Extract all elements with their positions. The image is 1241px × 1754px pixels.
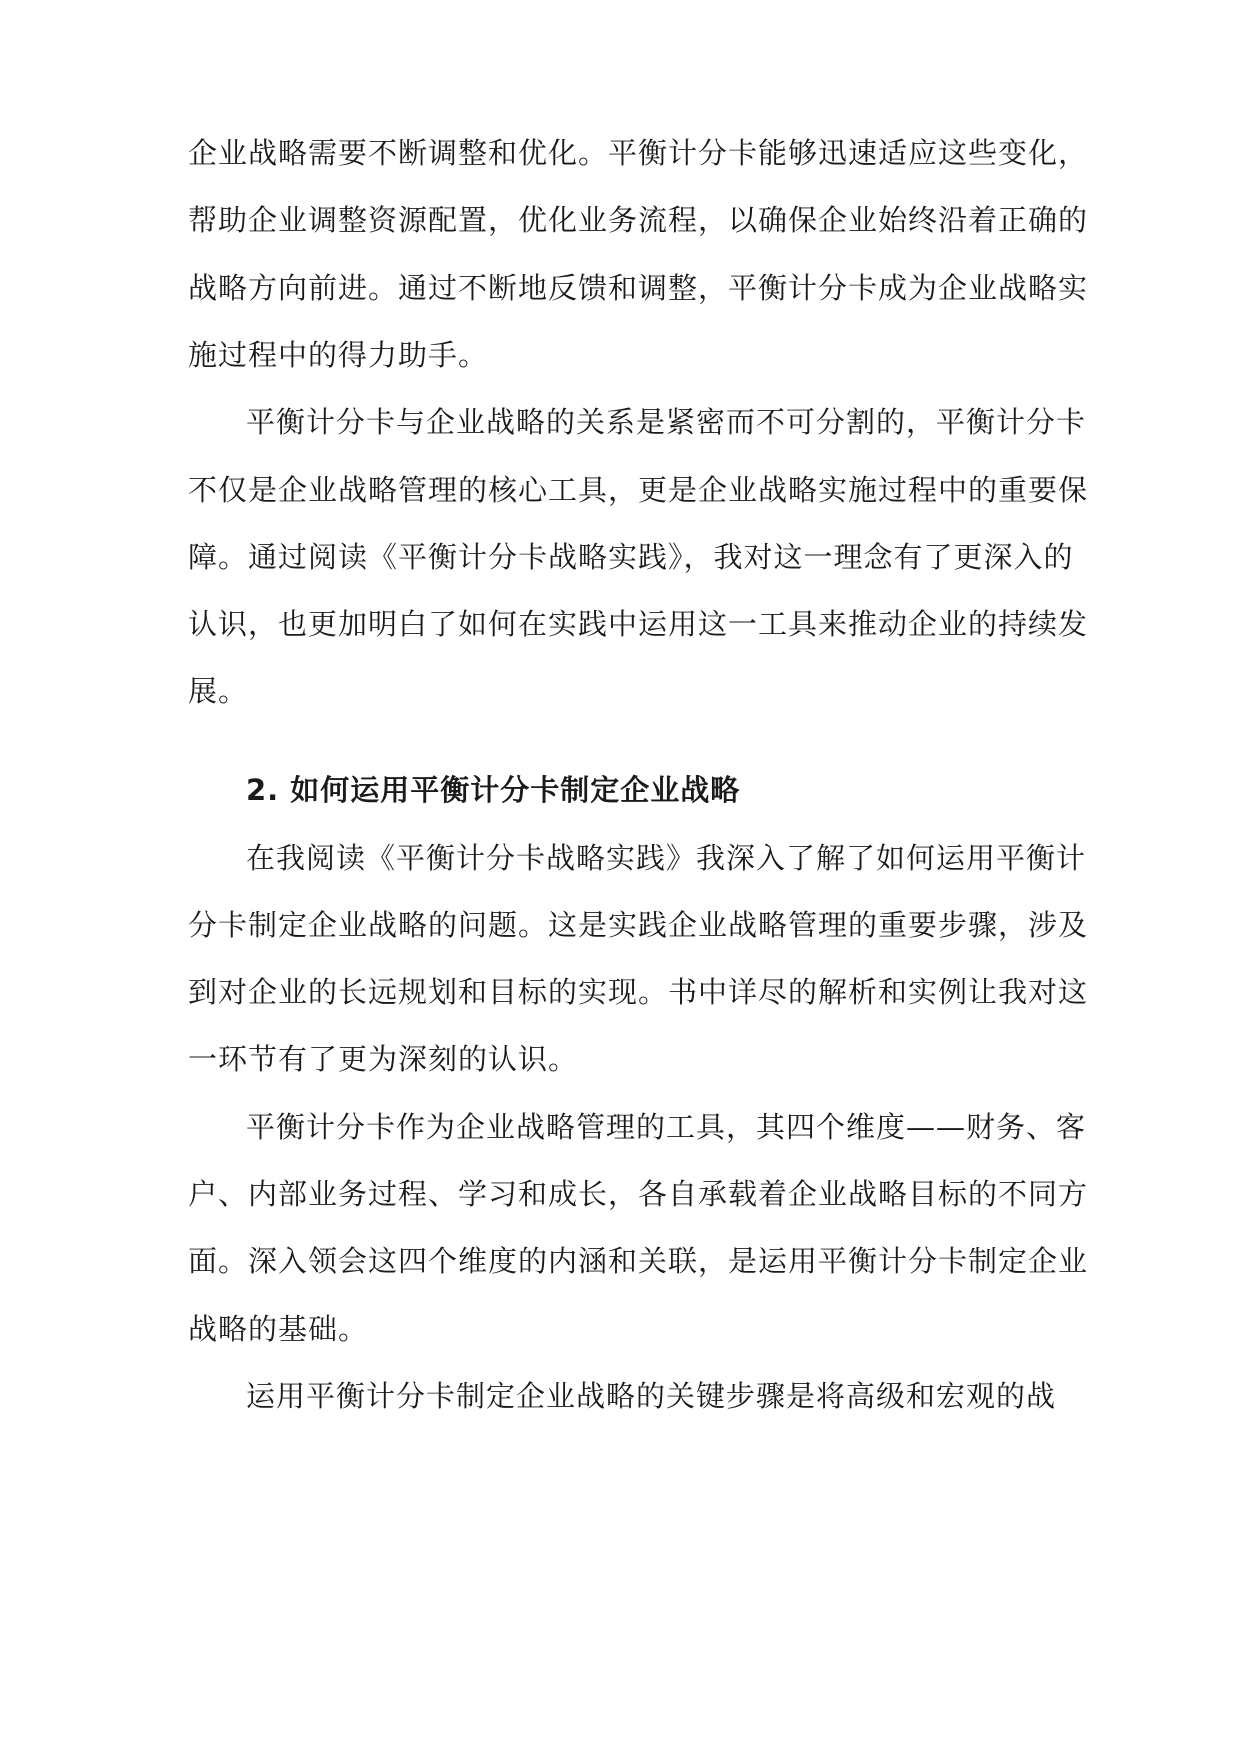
paragraph-line: 障。通过阅读《平衡计分卡战略实践》，我对这一理念有了更深入的 (188, 540, 1074, 574)
paragraph-line: 施过程中的得力助手。 (188, 338, 489, 372)
paragraph-line: 分卡制定企业战略的问题。这是实践企业战略管理的重要步骤，涉及 (188, 908, 1089, 942)
paragraph-line: 到对企业的长远规划和目标的实现。书中详尽的解析和实例让我对这 (188, 975, 1089, 1009)
paragraph-line: 在我阅读《平衡计分卡战略实践》我深入了解了如何运用平衡计 (246, 841, 1087, 875)
paragraph-line: 战略方向前进。通过不断地反馈和调整，平衡计分卡成为企业战略实 (188, 271, 1089, 305)
paragraph-line: 平衡计分卡作为企业战略管理的工具，其四个维度——财务、客 (246, 1110, 1087, 1144)
paragraph-line: 户、内部业务过程、学习和成长，各自承载着企业战略目标的不同方 (188, 1177, 1089, 1211)
paragraph-line: 面。深入领会这四个维度的内涵和关联，是运用平衡计分卡制定企业 (188, 1244, 1089, 1278)
paragraph-line: 战略的基础。 (188, 1312, 369, 1346)
paragraph-line: 企业战略需要不断调整和优化。平衡计分卡能够迅速适应这些变化， (188, 136, 1089, 170)
paragraph-line: 平衡计分卡与企业战略的关系是紧密而不可分割的，平衡计分卡 (246, 405, 1087, 439)
paragraph-line: 一环节有了更为深刻的认识。 (188, 1042, 579, 1076)
paragraph-line: 不仅是企业战略管理的核心工具，更是企业战略实施过程中的重要保 (188, 473, 1089, 507)
paragraph-line: 帮助企业调整资源配置，优化业务流程，以确保企业始终沿着正确的 (188, 203, 1089, 237)
paragraph-line: 运用平衡计分卡制定企业战略的关键步骤是将高级和宏观的战 (246, 1379, 1057, 1413)
paragraph-line: 认识，也更加明白了如何在实践中运用这一工具来推动企业的持续发 (188, 607, 1089, 641)
paragraph-line: 展。 (188, 674, 249, 708)
section-heading: 2. 如何运用平衡计分卡制定企业战略 (246, 773, 741, 807)
